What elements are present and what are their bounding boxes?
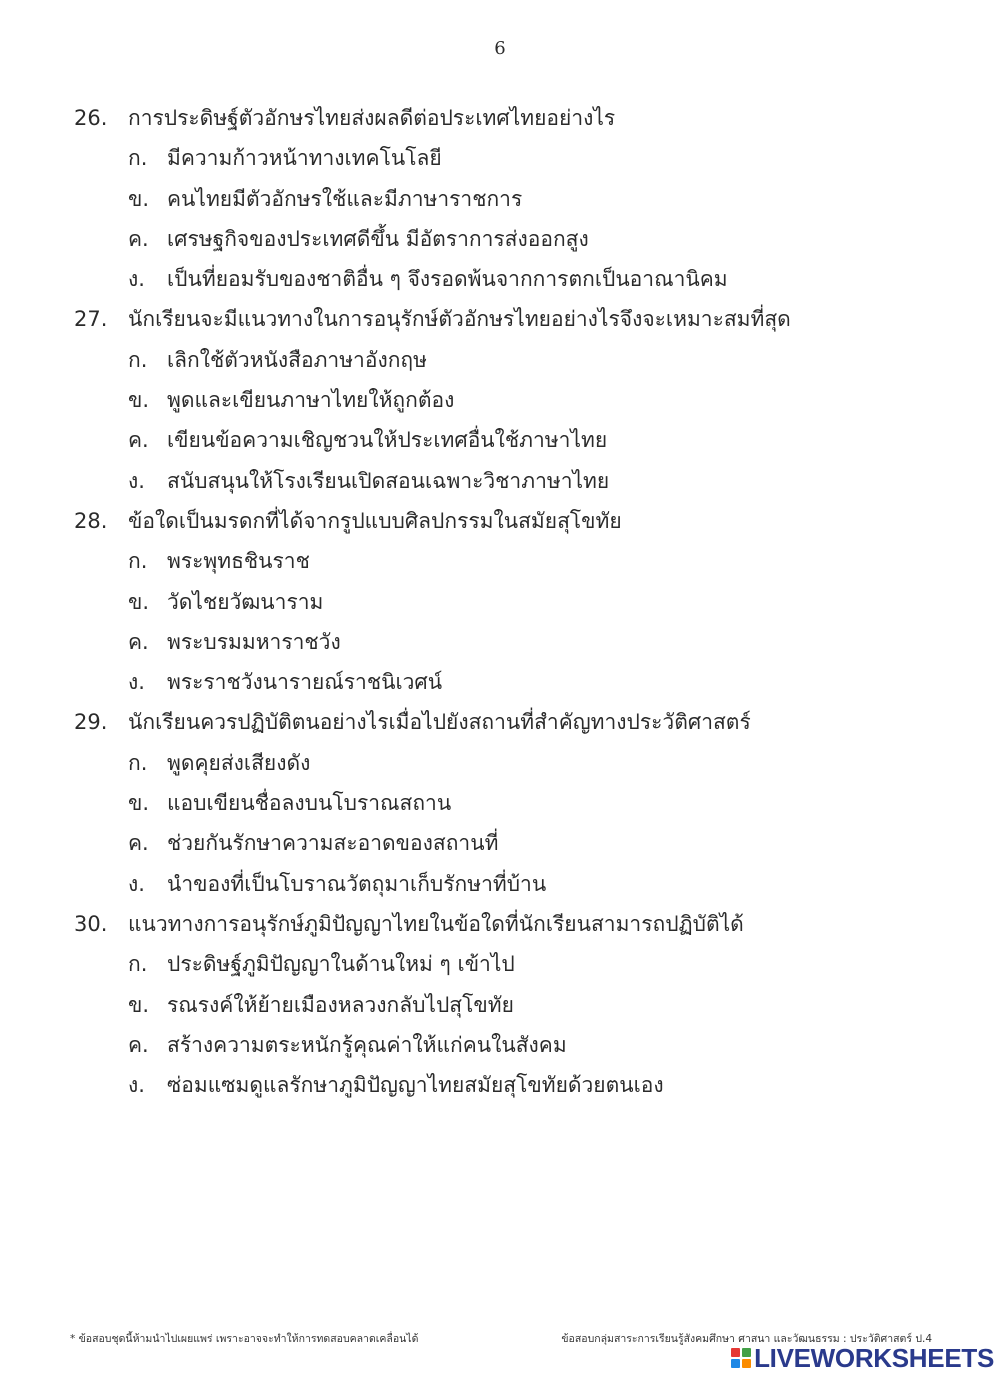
logo-square xyxy=(731,1348,740,1357)
liveworksheets-logo-icon xyxy=(731,1348,751,1368)
answer-option[interactable] xyxy=(0,582,1000,622)
option-text: เศรษฐกิจของประเทศดีขึ้น มีอัตราการส่งออกสูง xyxy=(167,226,589,251)
page-number: 6 xyxy=(494,38,506,59)
option-text: พระราชวังนารายณ์ราชนิเวศน์ xyxy=(167,670,443,695)
question-text: ข้อใดเป็นมรดกที่ได้จากรูปแบบศิลปกรรมในสมัยสุโขทัย xyxy=(128,508,622,533)
option-letter: ค. xyxy=(128,629,149,654)
logo-square xyxy=(731,1359,740,1368)
answer-option[interactable] xyxy=(0,985,1000,1025)
option-letter: ค. xyxy=(128,1032,149,1057)
option-letter: ข. xyxy=(128,186,150,211)
answer-option[interactable] xyxy=(0,541,1000,581)
option-letter: ก. xyxy=(128,750,148,775)
answer-option[interactable] xyxy=(0,864,1000,904)
answer-option[interactable] xyxy=(0,1065,1000,1105)
question-number: 30. xyxy=(74,911,108,936)
logo-square xyxy=(742,1348,751,1357)
question-text: นักเรียนควรปฏิบัติตนอย่างไรเมื่อไปยังสถานที่สำคัญทางประวัติศาสตร์ xyxy=(128,710,751,735)
question-stem xyxy=(0,904,1000,944)
option-letter: ข. xyxy=(128,791,150,816)
option-text: เป็นที่ยอมรับของชาติอื่น ๆ จึงรอดพ้นจากการตกเป็นอาณานิคม xyxy=(167,267,728,292)
answer-option[interactable] xyxy=(0,461,1000,501)
option-letter: ง. xyxy=(128,1073,145,1098)
answer-option[interactable] xyxy=(0,420,1000,460)
option-letter: ค. xyxy=(128,226,149,251)
option-text: ซ่อมแซมดูแลรักษาภูมิปัญญาไทยสมัยสุโขทัยด้วยตนเอง xyxy=(167,1073,664,1098)
answer-option[interactable] xyxy=(0,1025,1000,1065)
question-number: 28. xyxy=(74,508,108,533)
question-number: 26. xyxy=(74,106,108,130)
option-letter: ข. xyxy=(128,992,150,1017)
option-letter: ง. xyxy=(128,670,145,695)
option-text: ช่วยกันรักษาความสะอาดของสถานที่ xyxy=(167,831,499,856)
option-text: คนไทยมีตัวอักษรใช้และมีภาษาราชการ xyxy=(167,186,523,211)
option-letter: ก. xyxy=(128,347,148,372)
answer-option[interactable] xyxy=(0,783,1000,823)
option-letter: ค. xyxy=(128,831,149,856)
answer-option[interactable] xyxy=(0,622,1000,662)
brand-text: LIVEWORKSHEETS xyxy=(754,1342,994,1373)
question-list xyxy=(0,98,1000,1105)
footer-subject: ข้อสอบกลุ่มสาระการเรียนรู้สังคมศึกษา ศาสนา และวัฒนธรรม : ประวัติศาสตร์ ป.4 xyxy=(561,1333,932,1345)
answer-option[interactable] xyxy=(0,179,1000,219)
answer-option[interactable] xyxy=(0,380,1000,420)
option-letter: ก. xyxy=(128,952,148,977)
option-letter: ข. xyxy=(128,589,150,614)
answer-option[interactable] xyxy=(0,823,1000,863)
option-text: แอบเขียนชื่อลงบนโบราณสถาน xyxy=(167,791,452,816)
answer-option[interactable] xyxy=(0,340,1000,380)
footer-disclaimer: * ข้อสอบชุดนี้ห้ามนำไปเผยแพร่ เพราะอาจจะทำให้การทดสอบคลาดเคลื่อนได้ xyxy=(70,1333,419,1345)
question-stem xyxy=(0,98,1000,138)
option-text: สนับสนุนให้โรงเรียนเปิดสอนเฉพาะวิชาภาษาไทย xyxy=(167,468,610,493)
option-letter: ง. xyxy=(128,468,145,493)
answer-option[interactable] xyxy=(0,138,1000,178)
option-text: นำของที่เป็นโบราณวัตถุมาเก็บรักษาที่บ้าน xyxy=(167,871,547,896)
answer-option[interactable] xyxy=(0,662,1000,702)
question-number: 29. xyxy=(74,710,108,735)
option-letter: ง. xyxy=(128,267,145,292)
question-stem xyxy=(0,501,1000,541)
question-text: การประดิษฐ์ตัวอักษรไทยส่งผลดีต่อประเทศไทยอย่างไร xyxy=(128,106,616,130)
question-text: แนวทางการอนุรักษ์ภูมิปัญญาไทยในข้อใดที่นักเรียนสามารถปฏิบัติได้ xyxy=(128,911,744,936)
option-text: สร้างความตระหนักรู้คุณค่าให้แก่คนในสังคม xyxy=(167,1032,567,1057)
option-text: ประดิษฐ์ภูมิปัญญาในด้านใหม่ ๆ เข้าไป xyxy=(167,952,515,977)
question-stem xyxy=(0,299,1000,339)
option-text: มีความก้าวหน้าทางเทคโนโลยี xyxy=(167,146,442,171)
option-text: พระบรมมหาราชวัง xyxy=(167,629,341,654)
option-letter: ง. xyxy=(128,871,145,896)
question-stem xyxy=(0,702,1000,742)
option-text: พระพุทธชินราช xyxy=(167,549,310,574)
option-letter: ค. xyxy=(128,428,149,453)
answer-option[interactable] xyxy=(0,944,1000,984)
option-text: รณรงค์ให้ย้ายเมืองหลวงกลับไปสุโขทัย xyxy=(167,992,514,1017)
option-text: เขียนข้อความเชิญชวนให้ประเทศอื่นใช้ภาษาไทย xyxy=(167,428,608,453)
option-text: วัดไชยวัฒนาราม xyxy=(167,589,324,614)
option-text: พูดคุยส่งเสียงดัง xyxy=(167,750,311,775)
answer-option[interactable] xyxy=(0,743,1000,783)
option-letter: ก. xyxy=(128,146,148,171)
option-text: พูดและเขียนภาษาไทยให้ถูกต้อง xyxy=(167,388,455,413)
question-text: นักเรียนจะมีแนวทางในการอนุรักษ์ตัวอักษรไทยอย่างไรจึงจะเหมาะสมที่สุด xyxy=(128,307,791,332)
liveworksheets-brand[interactable] xyxy=(731,1343,994,1373)
answer-option[interactable] xyxy=(0,259,1000,299)
option-letter: ก. xyxy=(128,549,148,574)
option-text: เลิกใช้ตัวหนังสือภาษาอังกฤษ xyxy=(167,347,427,372)
answer-option[interactable] xyxy=(0,219,1000,259)
option-letter: ข. xyxy=(128,388,150,413)
question-number: 27. xyxy=(74,307,108,332)
logo-square xyxy=(742,1359,751,1368)
